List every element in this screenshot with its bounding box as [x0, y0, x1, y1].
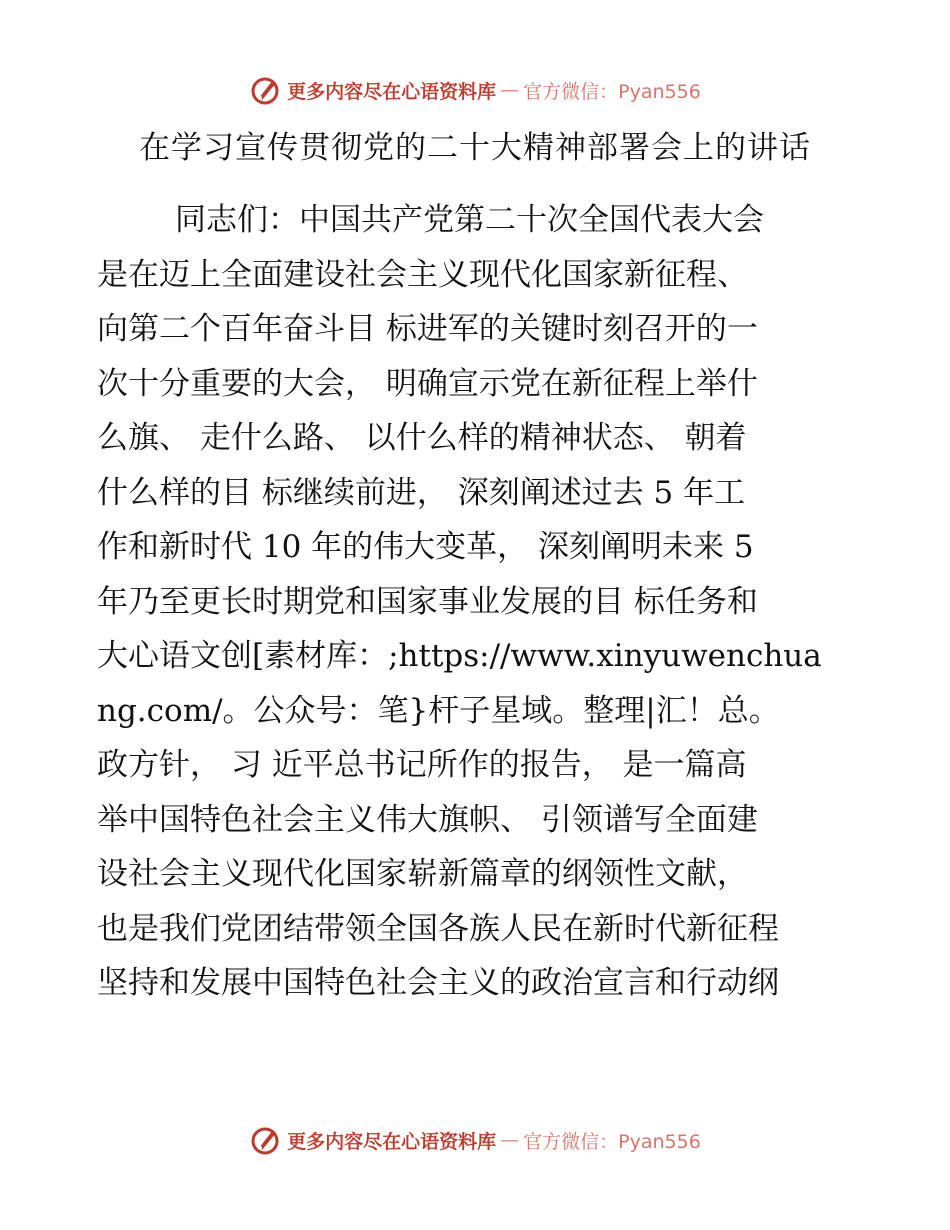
banner-text: 更多内容尽在心语资料库	[287, 1130, 497, 1153]
header-banner	[0, 70, 950, 110]
body-line: 举中国特色社会主义伟大旗帜、 引领谱写全面建	[97, 801, 758, 838]
body-line: 是在迈上全面建设社会主义现代化国家新征程、	[97, 256, 748, 293]
document-body	[97, 193, 857, 1011]
banner-text: 更多内容尽在心语资料库	[287, 80, 497, 103]
body-line: 什么样的目 标继续前进， 深刻阐述过去 5 年工	[97, 474, 746, 511]
body-line: 次十分重要的大会， 明确宣示党在新征程上举什	[97, 365, 758, 402]
body-line: 向第二个百年奋斗目 标进军的关键时刻召开的一	[97, 311, 758, 347]
body-line: 也是我们党团结带领全国各族人民在新时代新征程	[97, 910, 779, 947]
banner-separator: —	[500, 79, 520, 101]
banner-wechat: 官方微信：Pyan556	[523, 1130, 701, 1153]
banner-separator: —	[500, 1129, 520, 1151]
body-line: 坚持和发展中国特色社会主义的政治宣言和行动纲	[97, 965, 779, 1001]
body-line: ng.com/。公众号：笔}杆子星域。整理|汇！总。	[97, 692, 780, 729]
body-line: 设社会主义现代化国家崭新篇章的纲领性文献，	[97, 856, 748, 892]
body-line: 同志们：中国共产党第二十次全国代表大会	[175, 202, 764, 238]
body-line: 作和新时代 10 年的伟大变革， 深刻阐明未来 5	[97, 529, 754, 565]
document-title: 在学习宣传贯彻党的二十大精神部署会上的讲话	[139, 130, 811, 166]
quill-logo-icon	[249, 1124, 281, 1156]
quill-logo-icon	[249, 74, 281, 106]
body-line: 么旗、 走什么路、 以什么样的精神状态、 朝着	[97, 420, 747, 456]
body-line: 政方针， 习 近平总书记所作的报告， 是一篇高	[97, 747, 747, 783]
body-line: 年乃至更长时期党和国家事业发展的目 标任务和	[97, 583, 758, 620]
banner-wechat: 官方微信：Pyan556	[523, 80, 701, 103]
body-line: 大心语文创[素材库：;https://www.xinyuwenchua	[97, 638, 822, 674]
footer-banner	[0, 1120, 950, 1160]
